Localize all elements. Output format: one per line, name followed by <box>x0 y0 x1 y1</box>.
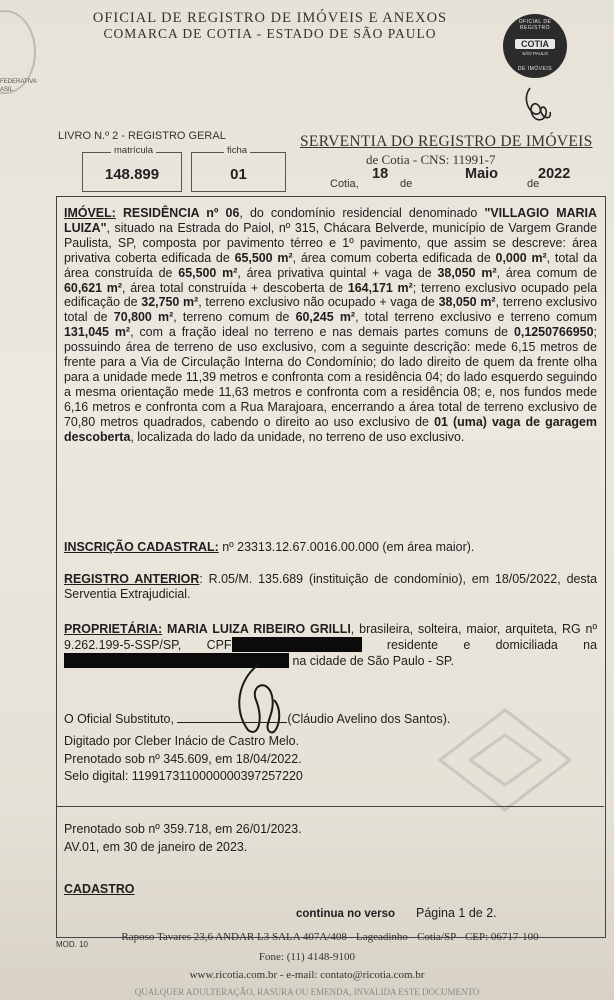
matricula-value: 148.899 <box>104 166 160 183</box>
watermark-emblem <box>430 700 580 820</box>
serventia-title: SERVENTIA DO REGISTRO DE IMÓVEIS <box>300 133 593 150</box>
livro-label: LIVRO N.º 2 - REGISTRO GERAL <box>58 130 226 142</box>
area-value: 60,621 m² <box>64 280 122 295</box>
proprietaria-text: na cidade de São Paulo - SP. <box>289 653 455 668</box>
imovel-text: ; terreno exclusivo ocupado pela edificação de <box>64 280 598 310</box>
inscricao-text: nº 23313.12.67.0016.00.000 (em área maior). <box>218 540 475 554</box>
seal-sub-text: SÃO PAULO <box>522 51 548 56</box>
imovel-text: , área comum coberta edificada de <box>292 250 496 265</box>
av01-line: AV.01, em 30 de janeiro de 2023. <box>64 840 248 854</box>
area-value: 38,050 m² <box>438 295 496 310</box>
imovel-label: IMÓVEL: <box>64 206 116 220</box>
date-day: 18 <box>372 166 389 182</box>
area-value: 60,245 m² <box>295 310 356 325</box>
rubric-signature <box>522 84 556 128</box>
oficial-name: (Cláudio Avelino dos Santos). <box>287 712 451 726</box>
footer-web: www.ricotia.com.br - e-mail: contato@ricotia.com.br <box>189 969 425 981</box>
matricula-label: matrícula <box>111 145 156 156</box>
matricula-box <box>82 145 182 192</box>
imovel-text: , área comum de <box>496 265 598 280</box>
cotia-registry-seal <box>503 14 567 78</box>
imovel-text: , total terreno exclusivo e terreno comum <box>355 310 597 325</box>
date-de-2: de <box>527 178 540 190</box>
signature-underline <box>177 722 287 723</box>
imovel-text: , situado na Estrada do Paiol, nº 315, Chácara Belverde, município de Vargem Grande Paulista, SP, composta por pavimento térreo e 1º pavimento, que assim se descreve: área privativa coberta edificada de <box>64 220 597 265</box>
imovel-text: , terreno exclusivo total de <box>64 295 597 325</box>
condominium-name: "VILLAGIO MARIA LUIZA" <box>64 206 597 235</box>
imovel-unit: RESIDÊNCIA nº 06 <box>115 206 240 220</box>
area-value: 164,171 m² <box>347 280 413 295</box>
seal-ring-bottom: DE IMÓVEIS <box>517 66 553 72</box>
seal-ring-top: OFICIAL DE REGISTRO <box>518 19 552 31</box>
ficha-label: ficha <box>224 145 250 156</box>
redacted-cpf <box>232 637 362 652</box>
cadastro-heading <box>64 882 134 896</box>
footer-warning: QUALQUER ADULTERAÇÃO, RASURA OU EMENDA, INVALIDA ESTE DOCUMENTO <box>134 987 480 997</box>
office-subtitle: COMARCA DE COTIA - ESTADO DE SÃO PAULO <box>103 26 437 41</box>
imovel-text: , do condomínio residencial denominado <box>239 206 485 220</box>
oficial-line <box>64 712 450 726</box>
oficial-label: O Oficial Substituto, <box>64 712 178 726</box>
area-value: 38,050 m² <box>437 265 497 280</box>
imovel-text: , terreno comum de <box>173 310 296 325</box>
date-city: Cotia, <box>330 178 359 190</box>
proprietaria <box>64 622 597 669</box>
proprietaria-text: residente e domiciliada na <box>361 637 597 652</box>
area-value: 70,800 m² <box>113 310 174 325</box>
page-number: Página 1 de 2. <box>416 906 497 920</box>
footer-address: Raposo Tavares 23,6 ANDAR L3 SALA 407A/408 - Lageadinho - Cotia/SP - CEP: 06717-100 <box>121 931 539 943</box>
imovel-text: ; possuindo área de terreno de uso exclusivo, com a seguinte descrição: mede 6,15 metros de frente para a Via de Circulação Interna do Condomínio; do lado direito de quem da frente olha para a unidade mede 11,39 metros e confronta com a residência 04; do lado esquerdo seguindo a mesma orientação mede 11,63 metros e confronta com a residência 08; e, nos fundos mede 6,16 metros e confronta com a Rua Marajoara, encerrando a área total de terreno exclusivo de 70,80 metros quadrados, cabendo o direito ao uso exclusivo de <box>64 325 597 429</box>
parking-space: 01 (uma) vaga de garagem descoberta <box>64 414 597 444</box>
imovel-text: , terreno exclusivo não ocupado + vaga de <box>198 295 439 310</box>
proprietaria-label: PROPRIETÁRIA: <box>64 622 163 636</box>
av-prenotado-line: Prenotado sob nº 359.718, em 26/01/2023. <box>64 822 302 836</box>
area-value: 65,500 m² <box>234 250 293 265</box>
section-divider <box>57 806 604 807</box>
ficha-value: 01 <box>230 166 247 183</box>
footer-phone: Fone: (11) 4148-9100 <box>258 951 356 963</box>
ficha-box <box>191 145 286 192</box>
prenotado-line: Prenotado sob nº 345.609, em 18/04/2022. <box>64 752 302 766</box>
imovel-text: , localizada do lado da unidade, no terreno de uso exclusivo. <box>130 429 465 444</box>
imovel-text: , total da área construída de <box>64 250 598 280</box>
inscricao-cadastral <box>64 540 597 555</box>
imovel-text: , área privativa quintal + vaga de <box>237 265 438 280</box>
digitado-line: Digitado por Cleber Inácio de Castro Melo. <box>64 734 300 748</box>
date-de-1: de <box>400 178 413 190</box>
area-value: 65,500 m² <box>178 265 238 280</box>
model-number: MOD. 10 <box>56 940 89 949</box>
serventia-cns: de Cotia - CNS: 11991-7 <box>366 152 496 167</box>
seal-main-text: COTIA <box>515 39 555 49</box>
national-seal-text: FEDERATIVA ASIL <box>0 79 37 93</box>
date-month: Maio <box>465 166 499 182</box>
area-value: 131,045 m² <box>64 325 131 340</box>
registro-anterior-label: REGISTRO ANTERIOR <box>64 572 200 586</box>
office-title: OFICIAL DE REGISTRO DE IMÓVEIS E ANEXOS <box>92 10 448 26</box>
owner-name: MARIA LUIZA RIBEIRO GRILLI <box>162 622 351 636</box>
area-value: 32,750 m² <box>141 295 199 310</box>
ideal-fraction: 0,1250766950 <box>513 325 594 340</box>
date-year: 2022 <box>538 166 571 182</box>
imovel-description <box>64 206 597 445</box>
cadastro-label: CADASTRO <box>64 882 135 896</box>
handwritten-signature <box>228 660 288 740</box>
registro-anterior <box>64 572 597 602</box>
selo-line: Selo digital: 1199173110000000397257220 <box>64 769 303 783</box>
imovel-text: , com a fração ideal no terreno e nas demais partes comuns de <box>130 325 514 340</box>
proprietaria-text: , brasileira, solteira, maior, arquiteta, RG nº 9.262.199-5-SSP/SP, CPF <box>64 622 597 652</box>
imovel-text: , área total construída + descoberta de <box>122 280 348 295</box>
registro-anterior-text: : R.05/M. 135.689 (instituição de condomínio), em 18/05/2022, desta Serventia Extrajudicial. <box>64 572 597 601</box>
continua-no-verso: continua no verso <box>296 908 396 920</box>
area-value: 0,000 m² <box>495 250 547 265</box>
inscricao-label: INSCRIÇÃO CADASTRAL: <box>64 540 219 554</box>
